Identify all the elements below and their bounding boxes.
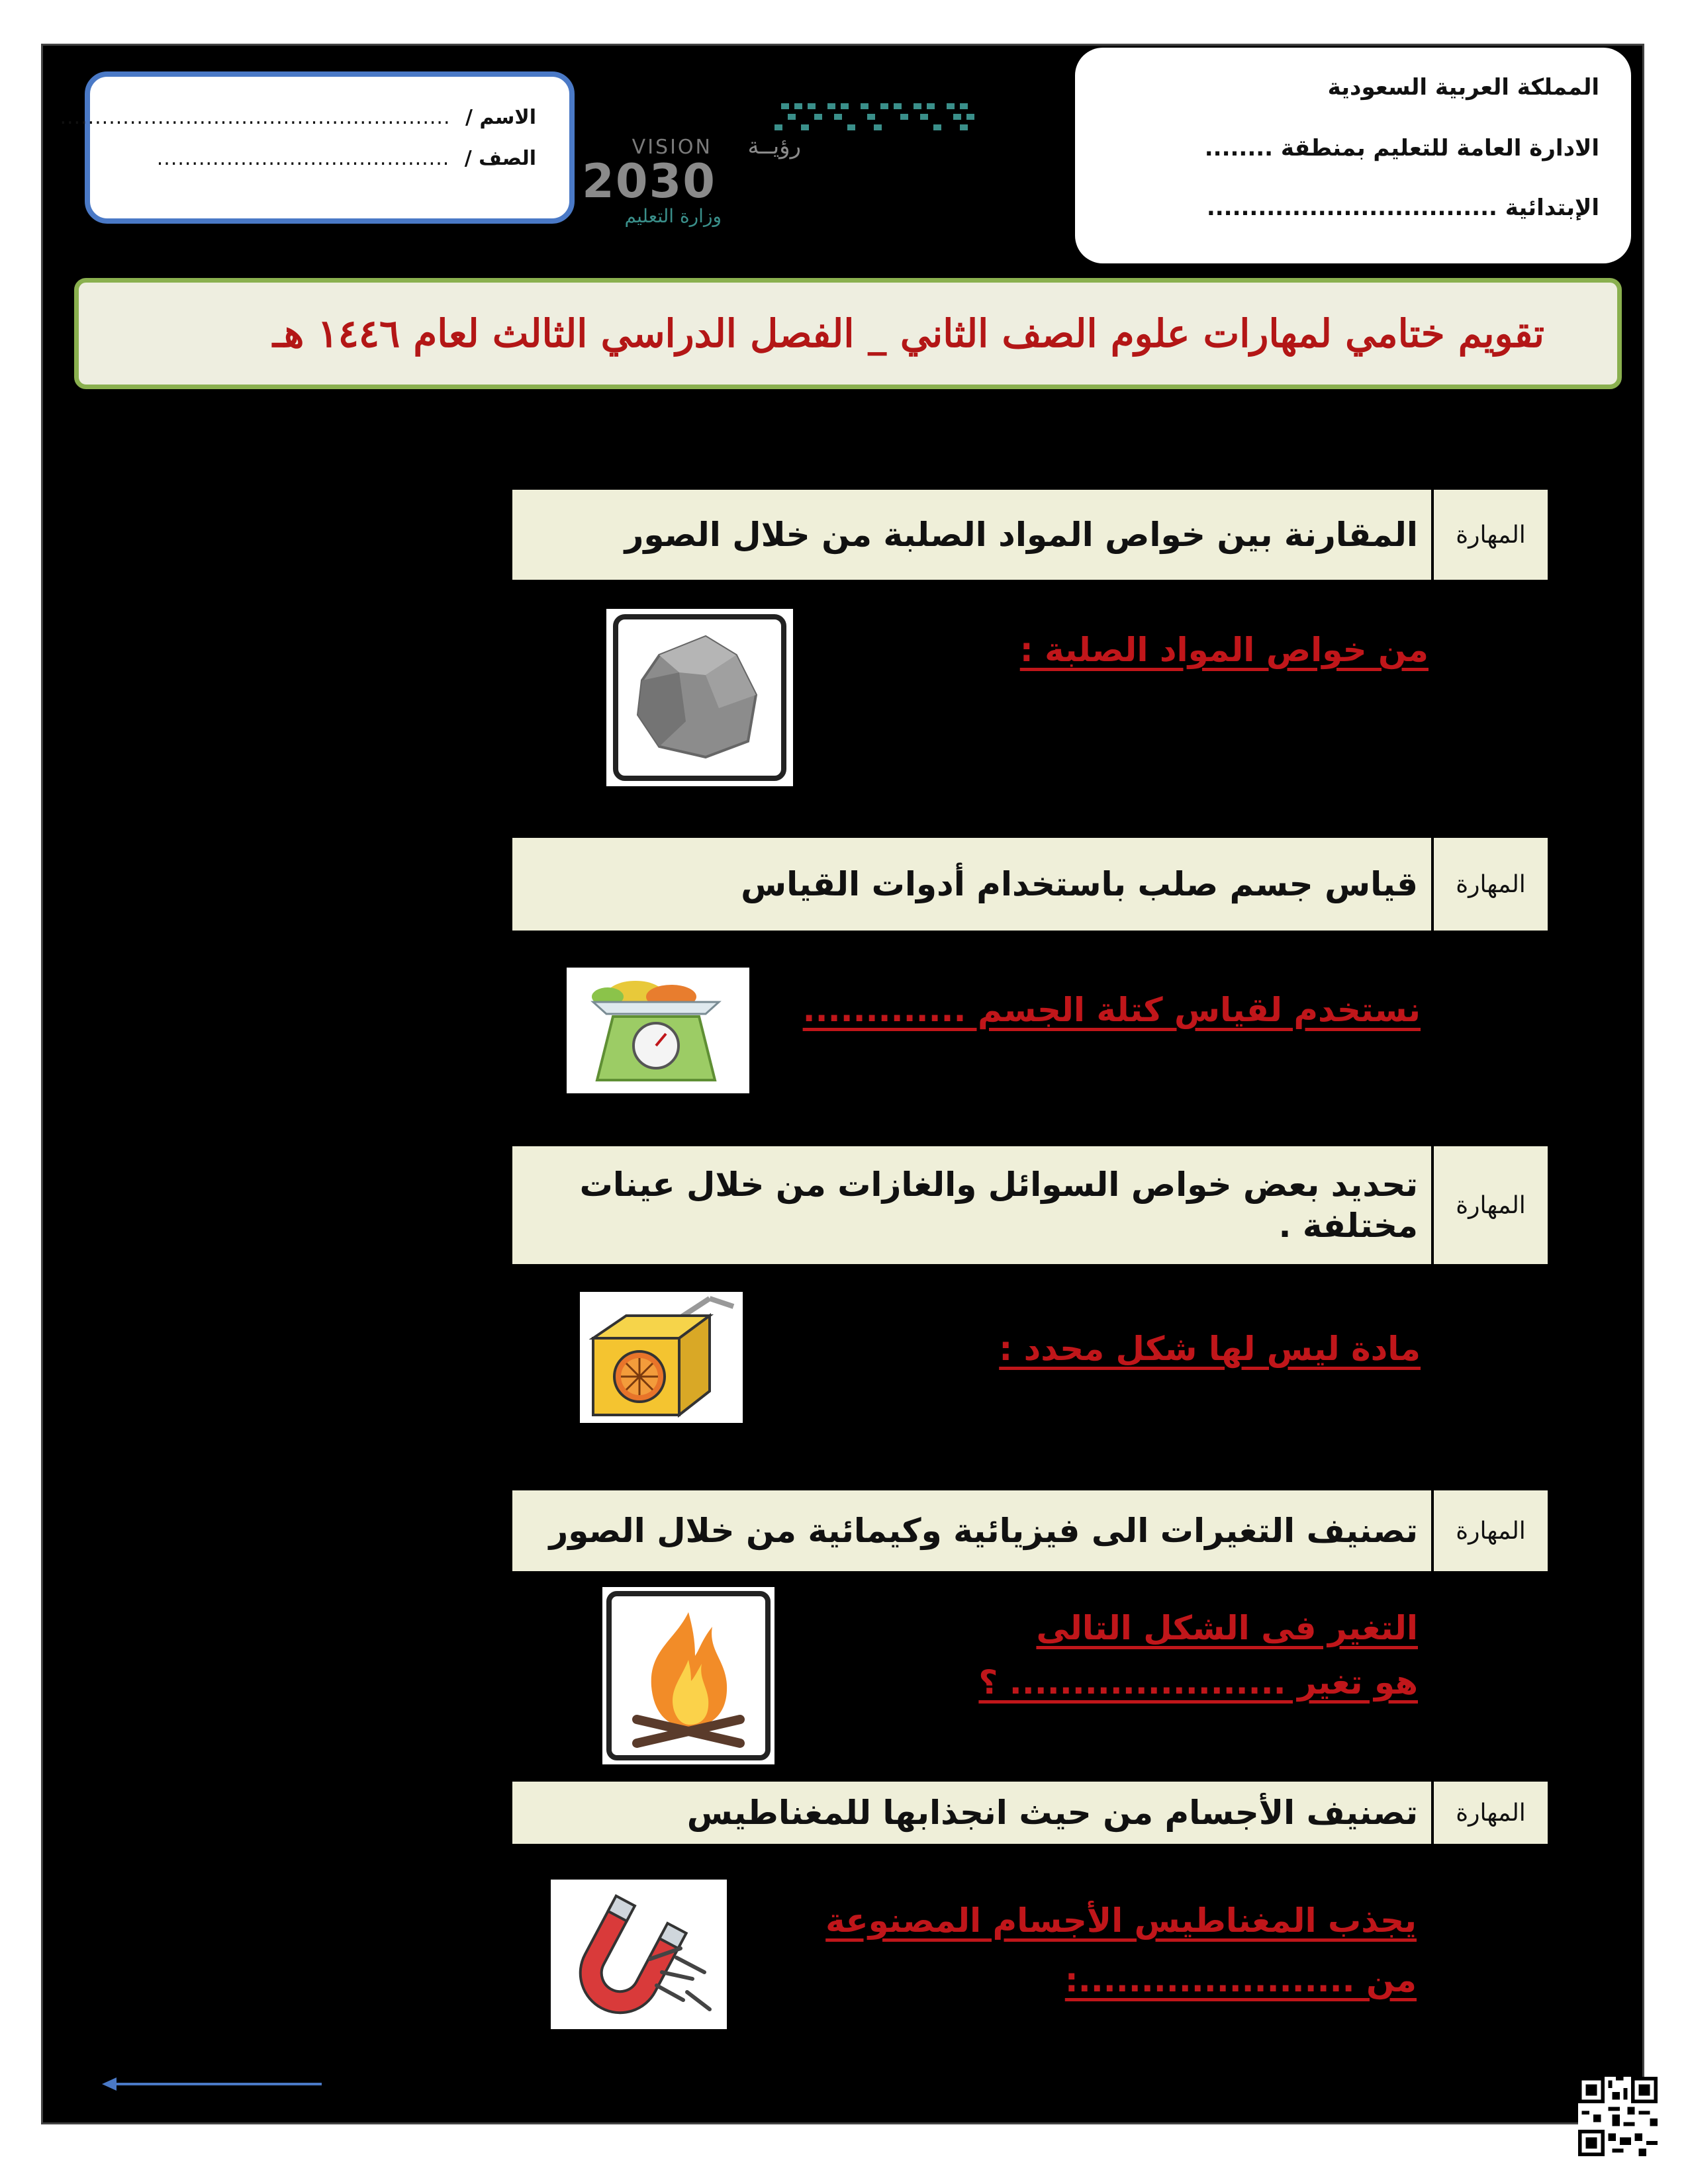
arrow-left-icon [99,2074,324,2094]
name-label: الاسم / [465,106,536,129]
question-1: من خواص المواد الصلبة : [1019,631,1429,669]
skill-row-3 [512,1146,1548,1264]
logo-ministry-text: وزارة التعليم [624,205,722,227]
country-text: المملكة العربية السعودية [1327,74,1599,101]
question-3: مادة ليس لها شكل محدد : [999,1330,1421,1368]
logo-year-text: 2030 [582,154,716,208]
vision-2030-logo [582,99,993,232]
class-line [157,147,536,170]
logo-arabic-text: رؤيــة [747,133,801,159]
skill-text: قياس جسم صلب باستخدام أدوات القياس [741,864,1418,903]
question-4-line2: هو تغير ...................... ؟ [978,1663,1418,1702]
school-text: الإبتدائية .................................. [1206,195,1599,221]
question-5-line2: من ......................: [1064,1961,1417,1999]
skill-label: المهارة [1431,1782,1548,1844]
skill-label: المهارة [1431,838,1548,931]
directorate-text: الادارة العامة للتعليم بمنطقة ........ [1204,135,1599,161]
student-info-box [60,71,575,224]
scale-icon [567,968,749,1093]
name-line [60,106,536,129]
skill-text: تصنيف التغيرات الى فيزيائية وكيمائية من خلال الصور [549,1511,1418,1550]
skill-row-1 [512,490,1548,580]
rock-icon [606,609,793,786]
class-label: الصف / [464,147,536,170]
skill-text: تحديد بعض خواص السوائل والغازات من خلال عينات مختلفة . [579,1165,1418,1245]
skill-text: المقارنة بين خواص المواد الصلبة من خلال الصور [624,515,1418,554]
skill-text: تصنيف الأجسام من حيث انجذابها للمغناطيس [686,1793,1418,1832]
title-banner [74,278,1622,389]
skill-label: المهارة [1431,490,1548,580]
logo-vision-text: VISION [632,136,712,159]
question-5-line1: يجذب المغناطيس الأجسام المصنوعة [825,1901,1417,1940]
juice-box-icon [580,1292,743,1423]
skill-row-2 [512,838,1548,931]
skill-label: المهارة [1431,1146,1548,1264]
name-field[interactable]: ........................................................ [60,106,451,129]
skill-row-4 [512,1490,1548,1571]
school-info-box [1075,48,1631,263]
qr-code [1578,2077,1658,2156]
question-2: نستخدم لقياس كتلة الجسم ............. [802,991,1421,1029]
magnet-icon [551,1880,727,2029]
page-title: تقويم ختامي لمهارات علوم الصف الثاني _ الفصل الدراسي الثالث لعام ١٤٤٦ هـ [272,311,1544,356]
skill-label: المهارة [1431,1490,1548,1571]
skill-row-5 [512,1782,1548,1844]
class-field[interactable]: .......................................... [156,147,450,170]
question-4-line1: التغير فى الشكل التالى [1036,1609,1418,1647]
campfire-icon [602,1587,774,1764]
